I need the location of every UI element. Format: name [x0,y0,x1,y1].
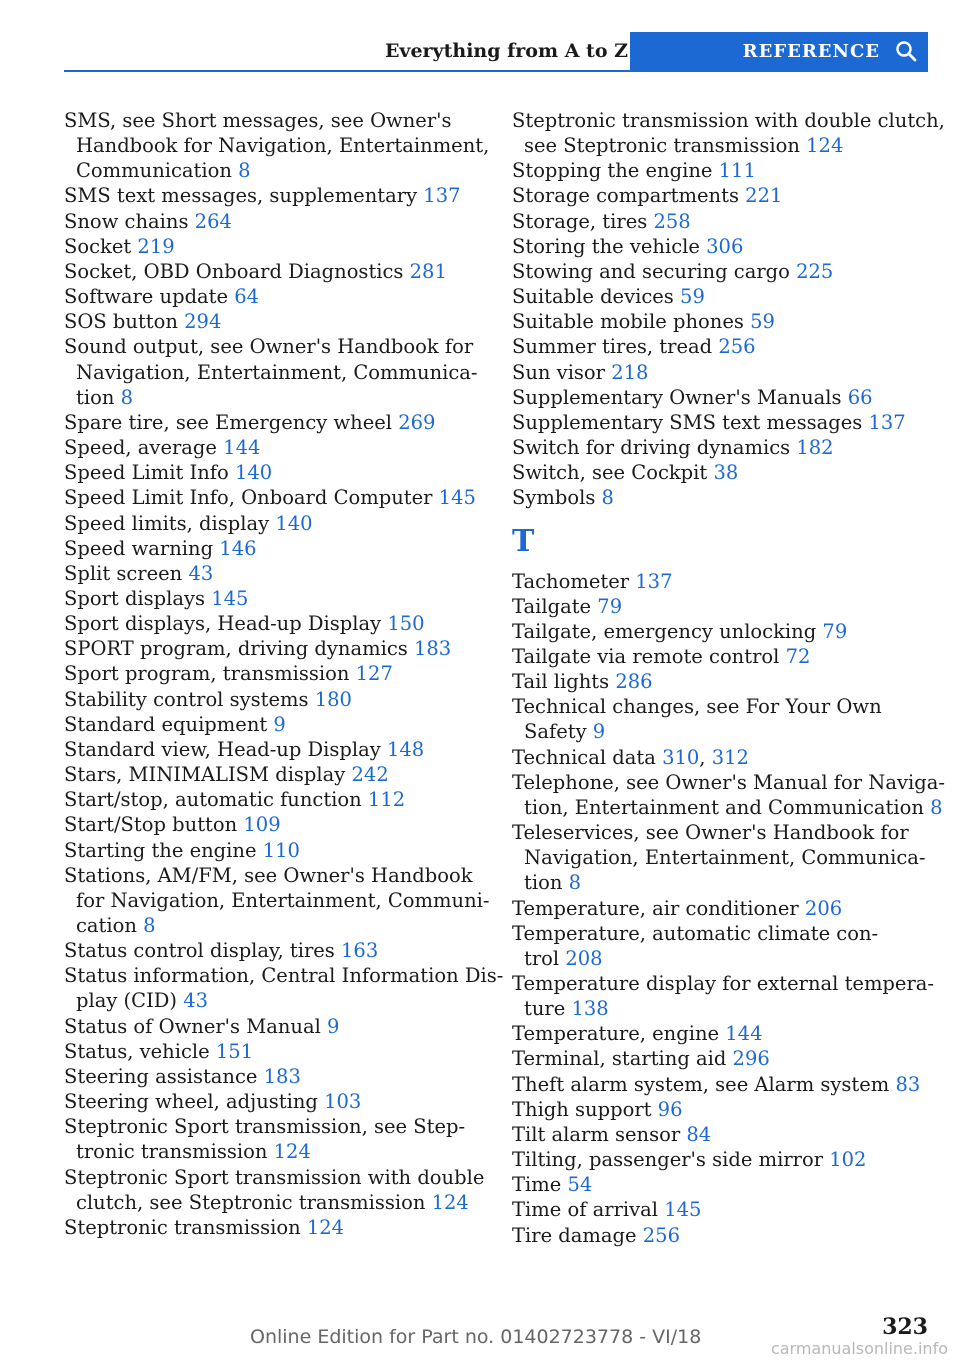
index-entry [512,770,945,820]
entry-text: Steering assistance [64,1064,264,1088]
entry-text: Summer tires, tread [512,335,719,359]
index-entry [512,745,928,770]
entry-text: Teleservices, see Owner's Handbook for [512,821,909,845]
page-link[interactable]: 256 [642,1223,680,1247]
index-entry [64,938,484,963]
index-entry [64,1014,484,1039]
page-link[interactable]: 145 [438,486,476,510]
index-column-left [64,108,504,1240]
page-link[interactable]: 83 [895,1072,921,1096]
entry-text: Standard equipment [64,712,274,736]
index-entry [512,1147,928,1172]
index-entry [512,158,928,183]
index-entry [512,234,928,259]
entry-text: Start/stop, automatic function [64,788,368,812]
entry-text: Standard view, Head-up Display [64,737,387,761]
section-letter: T [512,523,535,559]
page-link[interactable]: 79 [597,594,623,618]
page-link[interactable]: 54 [567,1173,593,1197]
entry-text: Theft alarm system, see Alarm system [512,1072,896,1096]
index-entry [512,1172,928,1197]
index-entry [64,410,484,435]
index-entry [512,569,928,594]
page-link[interactable]: 312 [711,745,749,769]
entry-text: SMS text messages, supplementary [64,184,424,208]
page-link[interactable]: 138 [571,997,609,1021]
page-link[interactable]: 225 [796,259,834,283]
entry-text: tion, Entertainment and Communication [524,795,931,819]
page-link[interactable]: 286 [615,670,653,694]
index-entry [64,586,484,611]
entry-text: Technical changes, see For Your Own [512,695,882,719]
page-link[interactable]: 109 [243,813,281,837]
entry-text: Tail lights [512,670,616,694]
entry-text: SMS, see Short messages, see Owner's [64,109,452,132]
index-entry [512,644,928,669]
index-entry [512,1021,928,1046]
page-link[interactable]: 150 [387,612,425,636]
index-entry [512,669,928,694]
index-entry [512,971,934,1021]
index-entry [64,787,484,812]
page-link[interactable]: 140 [234,461,273,485]
page-link[interactable]: 294 [184,310,222,334]
entry-text: Temperature, air conditioner [512,896,805,920]
entry-text: play (CID) [76,989,184,1013]
index-entry [512,594,928,619]
page-link[interactable]: 140 [275,511,313,535]
entry-text: Tire damage [512,1223,643,1247]
page-link[interactable]: 242 [351,763,389,787]
index-column-right [512,108,945,1248]
index-entry [64,863,490,938]
page-link[interactable]: 59 [680,285,705,309]
entry-text: Tailgate via remote control [512,644,786,668]
index-entry [64,687,484,712]
entry-text: Storing the vehicle [512,234,707,258]
page-link[interactable]: 8 [568,871,581,895]
entry-text: Sun visor [512,360,612,384]
page-link[interactable]: 296 [732,1047,770,1071]
page-link[interactable]: 96 [657,1097,683,1121]
index-entry [64,284,484,309]
page-link[interactable]: 144 [223,436,261,460]
entry-text: cation [76,914,144,937]
index-entry [64,1114,484,1164]
entry-text: Sport program, transmission [64,662,356,686]
page-link[interactable]: 264 [194,209,232,233]
index-entry [64,963,504,1013]
page-link[interactable]: 137 [423,184,461,208]
entry-text: Software update [64,285,235,309]
index-entry [64,636,484,661]
reference-tab[interactable] [630,32,928,70]
entry-text: tion [76,385,121,409]
index-entry [512,284,928,309]
page-link[interactable]: 183 [263,1064,301,1088]
index-entry [512,108,945,158]
entry-text: Speed Limit Info, Onboard Computer [64,486,439,510]
page-link[interactable]: 183 [413,637,452,661]
page-link[interactable]: 145 [664,1198,702,1222]
index-entry [64,183,484,208]
index-entry [512,259,928,284]
entry-text: Speed warning [64,536,220,560]
entry-text: Speed Limit Info [64,461,235,485]
entry-text: Speed, average [64,436,224,460]
index-entry [512,1097,928,1122]
index-entry [512,385,928,410]
page-link[interactable]: 281 [409,259,447,283]
page-link[interactable]: 148 [386,737,425,761]
entry-text: trol [524,946,566,970]
entry-text: see Steptronic transmission [524,134,807,158]
index-entry [512,1046,928,1071]
page-link[interactable]: 8 [930,795,943,819]
entry-text: Temperature, automatic climate con- [512,921,879,945]
index-entry [64,334,484,409]
page-link[interactable]: 258 [653,209,691,233]
index-entry [512,1122,928,1147]
entry-text: Symbols [512,486,602,510]
page-link[interactable]: 306 [706,234,744,258]
index-entry [64,561,484,586]
index-entry [512,410,928,435]
entry-text: Tilting, passenger's side mirror [512,1148,830,1172]
entry-text: Status control display, tires [64,939,342,963]
entry-text: Tailgate, emergency unlocking [512,619,823,643]
entry-text: Sport displays, Head-up Display [64,612,388,636]
header-title: Everything from A to Z [384,40,628,62]
page-link[interactable]: 163 [341,939,379,963]
page-link[interactable]: 66 [847,385,873,409]
index-entry [64,209,484,234]
index-entry [512,921,928,971]
entry-text: Telephone, see Owner's Manual for Naviga- [512,770,945,794]
page-link[interactable]: 79 [822,619,848,643]
index-entry [512,334,928,359]
page-link[interactable]: 43 [188,561,214,585]
entry-text: Stability control systems [64,687,315,711]
page-separator: , [699,745,712,769]
page-link[interactable]: 124 [273,1140,311,1164]
index-entry [64,234,484,259]
entry-text: Time of arrival [512,1198,665,1222]
index-entry [64,485,484,510]
entry-text: Switch for driving dynamics [512,436,797,460]
page-link[interactable]: 269 [398,410,436,434]
entry-text: Steptronic Sport transmission with double [64,1165,485,1189]
page-link[interactable]: 110 [262,838,300,862]
index-entry [512,485,928,510]
entry-text: Start/Stop button [64,813,244,837]
index-entry [512,435,928,460]
index-entry [64,712,484,737]
entry-text: SOS button [64,310,185,334]
entry-text: Storage compartments [512,184,746,208]
index-entry [64,838,484,863]
page-link[interactable]: 112 [367,788,406,812]
entry-text: Snow chains [64,209,195,233]
page-link[interactable]: 59 [750,310,775,334]
entry-text: Steptronic transmission [64,1215,307,1239]
entry-text: Tailgate [512,594,598,618]
page-link[interactable]: 180 [314,687,352,711]
entry-text: Socket, OBD Onboard Diagnostics [64,259,410,283]
entry-text: tion [524,871,569,895]
entry-text: Socket [64,234,138,258]
entry-text: Handbook for Navigation, Entertainment, [76,134,490,158]
page-link[interactable]: 146 [219,536,257,560]
page-link[interactable]: 219 [137,234,175,258]
entry-text: Stations, AM/FM, see Owner's Handbook [64,863,473,887]
index-entry [64,1039,484,1064]
page-link[interactable]: 137 [868,410,906,434]
index-entry [64,762,484,787]
entry-text: Navigation, Entertainment, Communica- [76,360,478,384]
page-link[interactable]: 208 [565,946,603,970]
entry-text: Safety [524,720,593,744]
page-link[interactable]: 127 [355,662,393,686]
page-link[interactable]: 64 [234,285,260,309]
index-entry [512,1197,928,1222]
index-entry [64,108,490,183]
entry-text: Temperature display for external tempera- [512,972,934,995]
page-number: 323 [882,1314,928,1340]
page-link[interactable]: 72 [785,644,811,668]
entry-text: Suitable devices [512,285,681,309]
page-link[interactable]: 124 [306,1215,345,1239]
index-entry [512,1072,928,1097]
page-link[interactable]: 9 [327,1014,340,1038]
index-entry [64,1089,484,1114]
index-entry [64,812,484,837]
index-entry [64,309,484,334]
page-link[interactable]: 310 [662,745,700,769]
entry-text: Spare tire, see Emergency wheel [64,410,399,434]
index-entry [64,611,484,636]
entry-text: Status of Owner's Manual [64,1014,328,1038]
index-entry [64,737,484,762]
page-link[interactable]: 9 [273,712,286,736]
entry-text: tronic transmission [76,1140,274,1164]
index-entry [512,820,928,895]
page-link[interactable]: 43 [183,989,209,1013]
index-entry [64,1064,484,1089]
entry-text: Supplementary SMS text messages [512,410,869,434]
entry-text: Sport displays [64,586,212,610]
entry-text: Thigh support [512,1097,658,1121]
page-link[interactable]: 103 [324,1090,362,1114]
entry-text: Sound output, see Owner's Handbook for [64,335,474,359]
page-link[interactable]: 145 [211,586,249,610]
entry-text: Terminal, starting aid [512,1047,733,1071]
entry-text: SPORT program, driving dynamics [64,637,414,661]
entry-text: ture [524,997,572,1021]
index-entry [64,661,484,686]
page-link[interactable]: 102 [829,1148,867,1172]
page-link[interactable]: 218 [611,360,649,384]
entry-text: Suitable mobile phones [512,310,751,334]
index-entry [512,619,928,644]
index-entry [64,536,484,561]
page-link[interactable]: 144 [725,1022,763,1046]
entry-text: clutch, see Steptronic transmission [76,1190,432,1214]
index-entry [512,183,928,208]
index-entry [512,1223,928,1248]
page-link[interactable]: 256 [718,335,756,359]
page-link[interactable]: 182 [796,436,834,460]
entry-text: Split screen [64,561,189,585]
index-entry [64,259,484,284]
entry-text: Stowing and securing cargo [512,259,797,283]
page-link[interactable]: 8 [601,486,614,510]
index-entry [512,309,928,334]
page-link[interactable]: 151 [215,1039,254,1063]
page-header [64,32,928,72]
page-link[interactable]: 8 [143,914,156,937]
page-link[interactable]: 124 [431,1190,469,1214]
page-link[interactable]: 206 [804,896,843,920]
page-link[interactable]: 111 [718,159,756,183]
index-entry [512,360,928,385]
entry-text: Speed limits, display [64,511,276,535]
index-entry [64,460,484,485]
index-entry [64,511,484,536]
entry-text: Steering wheel, adjusting [64,1090,325,1114]
footer-watermark: carmanualsonline.info [770,1339,948,1358]
entry-text: Status, vehicle [64,1039,216,1063]
reference-tab-label: REFERENCE [742,40,880,62]
entry-text: Tilt alarm sensor [512,1122,687,1146]
index-entry [64,435,484,460]
page-link[interactable]: 137 [635,569,673,593]
page-link[interactable]: 221 [745,184,783,208]
entry-text: Starting the engine [64,838,263,862]
index-entry [512,694,928,744]
page-link[interactable]: 9 [592,720,606,744]
entry-text: Storage, tires [512,209,654,233]
page-link[interactable]: 8 [238,159,251,183]
entry-text: Temperature, engine [512,1022,726,1046]
entry-text: Stopping the engine [512,159,719,183]
page-link[interactable]: 124 [806,134,844,158]
entry-text: Switch, see Cockpit [512,461,714,485]
footer-edition: Online Edition for Part no. 01402723778 - VI/18 [250,1326,702,1348]
index-entry [512,460,928,485]
page-link[interactable]: 38 [713,461,739,485]
entry-text: Communication [76,159,239,183]
index-entry [512,209,928,234]
entry-text: Navigation, Entertainment, Communica- [524,846,926,870]
entry-text: Time [512,1173,568,1197]
entry-text: for Navigation, Entertainment, Communi- [76,888,490,912]
entry-text: Tachometer [512,569,636,593]
entry-text: Stars, MINIMALISM display [64,763,352,787]
entry-text: Supplementary Owner's Manuals [512,385,848,409]
page-link[interactable]: 8 [120,385,133,409]
search-icon[interactable] [894,39,918,63]
page-link[interactable]: 84 [686,1122,712,1146]
entry-text: Technical data [512,745,663,769]
index-entry [512,896,928,921]
entry-text: Steptronic transmission with double clutch, [512,109,945,132]
entry-text: Status information, Central Information Dis- [64,964,504,988]
index-entry [64,1215,484,1240]
index-entry [64,1165,484,1215]
entry-text: Steptronic Sport transmission, see Step- [64,1115,466,1139]
